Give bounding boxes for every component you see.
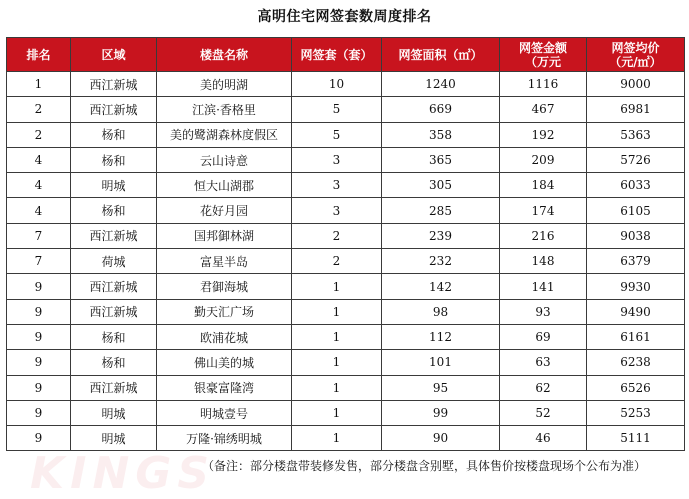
cell-rank: 4 [7,147,71,172]
table-row [7,324,685,349]
cell-project: 君御海城 [157,274,292,299]
cell-units: 5 [292,97,382,122]
column-header-amount [500,38,587,72]
cell-amount: 141 [500,274,587,299]
cell-project: 富星半岛 [157,249,292,274]
cell-amount: 63 [500,350,587,375]
table-row [7,72,685,97]
cell-price: 5363 [587,122,685,147]
cell-price: 6033 [587,173,685,198]
cell-district: 杨和 [71,122,157,147]
cell-district: 杨和 [71,198,157,223]
cell-amount: 46 [500,426,587,451]
cell-units: 3 [292,147,382,172]
cell-project: 万隆·锦绣明城 [157,426,292,451]
cell-price: 9000 [587,72,685,97]
cell-area: 305 [382,173,500,198]
cell-units: 2 [292,223,382,248]
cell-rank: 1 [7,72,71,97]
cell-units: 1 [292,299,382,324]
cell-district: 西江新城 [71,375,157,400]
cell-price: 5253 [587,400,685,425]
cell-project: 明城壹号 [157,400,292,425]
cell-units: 2 [292,249,382,274]
cell-amount: 93 [500,299,587,324]
table-row [7,350,685,375]
table-row [7,426,685,451]
cell-project: 云山诗意 [157,147,292,172]
table-body [7,72,685,451]
cell-units: 3 [292,173,382,198]
cell-rank: 9 [7,274,71,299]
cell-units: 1 [292,400,382,425]
table-row [7,198,685,223]
cell-district: 西江新城 [71,97,157,122]
cell-rank: 2 [7,97,71,122]
watermark-logo: KINGS [30,448,216,499]
cell-price: 6238 [587,350,685,375]
ranking-table [6,37,685,451]
cell-amount: 467 [500,97,587,122]
page-title: 高明住宅网签套数周度排名 [257,9,432,25]
cell-price: 6379 [587,249,685,274]
cell-price: 6161 [587,324,685,349]
cell-project: 花好月园 [157,198,292,223]
cell-area: 285 [382,198,500,223]
column-header-price-line2: （元/㎡） [609,54,662,69]
cell-district: 杨和 [71,324,157,349]
cell-amount: 192 [500,122,587,147]
cell-area: 101 [382,350,500,375]
table-row [7,400,685,425]
cell-amount: 209 [500,147,587,172]
cell-area: 112 [382,324,500,349]
column-header-rank: 排名 [7,38,71,72]
column-header-units: 网签套（套） [292,38,382,72]
cell-project: 美的明湖 [157,72,292,97]
cell-project: 勤天汇广场 [157,299,292,324]
cell-units: 5 [292,122,382,147]
cell-project: 江滨·香格里 [157,97,292,122]
table-row [7,147,685,172]
cell-area: 232 [382,249,500,274]
cell-rank: 9 [7,350,71,375]
column-header-district: 区域 [71,38,157,72]
cell-area: 669 [382,97,500,122]
column-header-amount-line1: 网签金额 [518,40,567,55]
cell-rank: 9 [7,324,71,349]
cell-price: 5111 [587,426,685,451]
cell-amount: 184 [500,173,587,198]
cell-units: 1 [292,324,382,349]
cell-district: 西江新城 [71,223,157,248]
cell-area: 358 [382,122,500,147]
cell-rank: 7 [7,249,71,274]
table-row [7,97,685,122]
cell-district: 杨和 [71,147,157,172]
cell-amount: 148 [500,249,587,274]
cell-amount: 1116 [500,72,587,97]
cell-district: 杨和 [71,350,157,375]
cell-price: 9490 [587,299,685,324]
table-header-row [7,38,685,72]
cell-area: 90 [382,426,500,451]
cell-area: 95 [382,375,500,400]
cell-price: 6526 [587,375,685,400]
cell-project: 欧浦花城 [157,324,292,349]
table-row [7,375,685,400]
cell-project: 恒大山湖郡 [157,173,292,198]
cell-amount: 216 [500,223,587,248]
cell-units: 1 [292,375,382,400]
cell-rank: 4 [7,173,71,198]
cell-district: 西江新城 [71,72,157,97]
table-row [7,122,685,147]
cell-price: 5726 [587,147,685,172]
cell-area: 239 [382,223,500,248]
table-row [7,274,685,299]
cell-area: 365 [382,147,500,172]
table-row [7,249,685,274]
cell-area: 1240 [382,72,500,97]
cell-district: 明城 [71,426,157,451]
cell-amount: 52 [500,400,587,425]
cell-price: 9038 [587,223,685,248]
cell-amount: 174 [500,198,587,223]
cell-units: 1 [292,350,382,375]
cell-amount: 69 [500,324,587,349]
cell-project: 美的鹭湖森林度假区 [157,122,292,147]
table-row [7,299,685,324]
cell-rank: 9 [7,426,71,451]
column-header-amount-line2: （万元 [524,54,561,69]
cell-rank: 2 [7,122,71,147]
cell-area: 98 [382,299,500,324]
cell-rank: 9 [7,299,71,324]
cell-price: 6981 [587,97,685,122]
cell-units: 3 [292,198,382,223]
cell-rank: 9 [7,400,71,425]
column-header-project: 楼盘名称 [157,38,292,72]
cell-district: 明城 [71,173,157,198]
cell-amount: 62 [500,375,587,400]
cell-project: 银豪富隆湾 [157,375,292,400]
cell-project: 佛山美的城 [157,350,292,375]
column-header-price [587,38,685,72]
cell-district: 荷城 [71,249,157,274]
cell-district: 明城 [71,400,157,425]
cell-area: 142 [382,274,500,299]
cell-district: 西江新城 [71,274,157,299]
cell-rank: 4 [7,198,71,223]
cell-area: 99 [382,400,500,425]
cell-price: 9930 [587,274,685,299]
cell-project: 国邦御林湖 [157,223,292,248]
table-row [7,223,685,248]
table-row [7,173,685,198]
cell-units: 10 [292,72,382,97]
cell-rank: 9 [7,375,71,400]
column-header-price-line1: 网签均价 [611,40,660,55]
cell-rank: 7 [7,223,71,248]
cell-units: 1 [292,274,382,299]
footnote: （备注：部分楼盘带装修发售，部分楼盘含别墅，具体售价按楼盘现场个公布为准） [201,459,646,473]
cell-price: 6105 [587,198,685,223]
column-header-area: 网签面积（㎡） [382,38,500,72]
cell-district: 西江新城 [71,299,157,324]
cell-units: 1 [292,426,382,451]
